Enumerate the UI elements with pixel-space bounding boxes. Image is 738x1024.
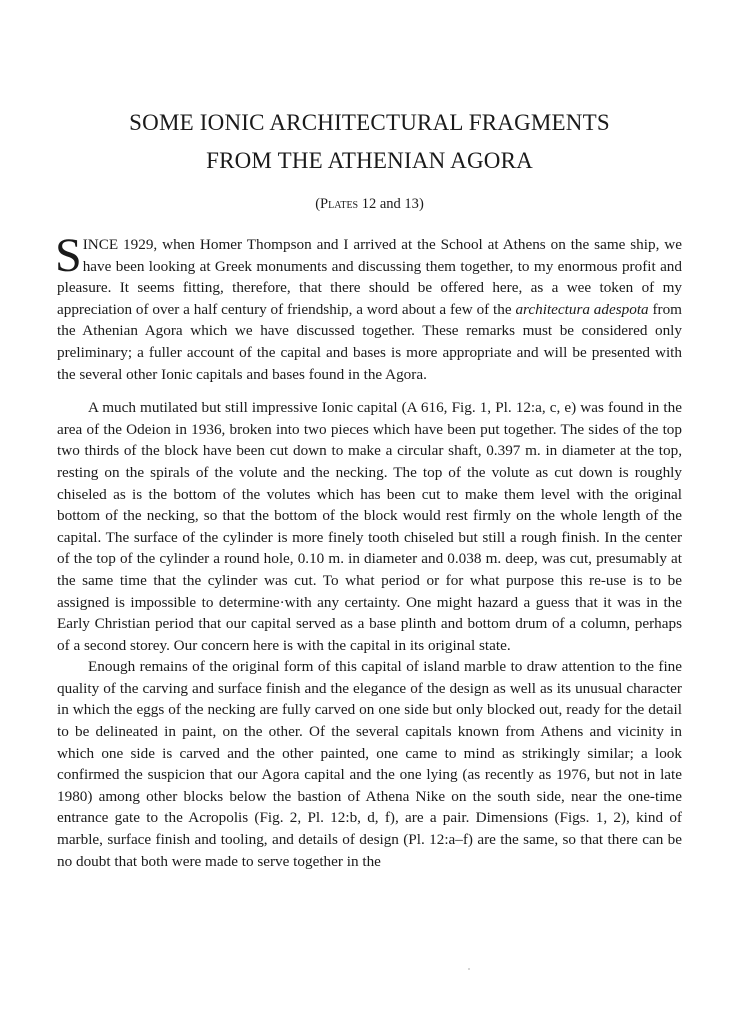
drop-cap: S [55, 229, 82, 282]
paragraph-3: Enough remains of the original form of this capital of island marble to draw attention to the fine quality of the carving and surface finish and the elegance of the design as well as its unusual character in which the eggs of the necking are fully carved on one side but only blocked out, ready for the detail to be delineated in paint, on the other. Of the several capitals known from Athens and vicinity in which one side is carved and the other painted, one came to mind as strikingly similar; a look confirmed the suspicion that our Agora capital and the one lying (as recently as 1976, but not in late 1980) among other blocks below the bastion of Athena Nike on the south side, near the one-time entrance gate to the Acropolis (Fig. 2, Pl. 12:b, d, f), are a pair. Dimensions (Figs. 1, 2), kind of marble, surface finish and tooling, and details of design (Pl. 12:a–f) are the same, so that there can be no doubt that both were made to serve together in the [57, 658, 682, 870]
title-line-1: SOME IONIC ARCHITECTURAL FRAGMENTS [129, 110, 610, 135]
paragraph-1-text-a: INCE 1929, when Homer Thompson and I arrived at the School at Athens on the same ship, we have been looking at Greek monuments and discussing them together, to my enormous profit and pleasure. It seems fitting, therefore, that there should be offered here, as a wee token of my appreciation of over a half century of friendship, a word about a few of the [57, 236, 682, 318]
plates-reference: (Plates 12 and 13) [315, 196, 424, 212]
plates-numbers: 12 and 13 [361, 196, 419, 212]
paragraph-1-italic: architectura adespota [515, 300, 649, 318]
article-page [57, 104, 682, 872]
plates-label: Plates [320, 196, 359, 212]
paragraph-1 [55, 229, 682, 385]
paragraph-1-text-b: from the Athenian Agora which we have discussed together. These remarks must be considered only preliminary; a fuller account of the capital and bases is more appropriate and will be presented with the several other Ionic capitals and bases found in the Agora. [57, 300, 682, 383]
title-line-2: FROM THE ATHENIAN AGORA [206, 148, 533, 173]
paragraph-2: A much mutilated but still impressive Ionic capital (A 616, Fig. 1, Pl. 12:a, c, e) was found in the area of the Odeion in 1936, broken into two pieces which have been put together. The sides of the top two thirds of the block have been cut down to make a circular shaft, 0.397 m. in diameter at the top, resting on the spirals of the volute and the necking. The top of the volute as cut down is roughly chiseled as is the bottom of the volutes which has been cut to make them level with the original bottom of the necking, so that the bottom of the block would rest firmly on the whole length of the capital. The surface of the cylinder is more finely tooth chiseled but still a rough finish. In the center of the top of the cylinder a round hole, 0.10 m. in diameter and 0.038 m. deep, was cut, presumably at the same time that the cylinder was cut. To what period or for what purpose this re-use is to be assigned is impossible to determine·with any certainty. One might hazard a guess that it was in the Early Christian period that our capital served as a base plinth and bottom drum of a column, perhaps of a second storey. Our concern here is with the capital in its original state. [57, 399, 682, 654]
article-title [57, 104, 682, 180]
scan-speck [468, 968, 470, 970]
